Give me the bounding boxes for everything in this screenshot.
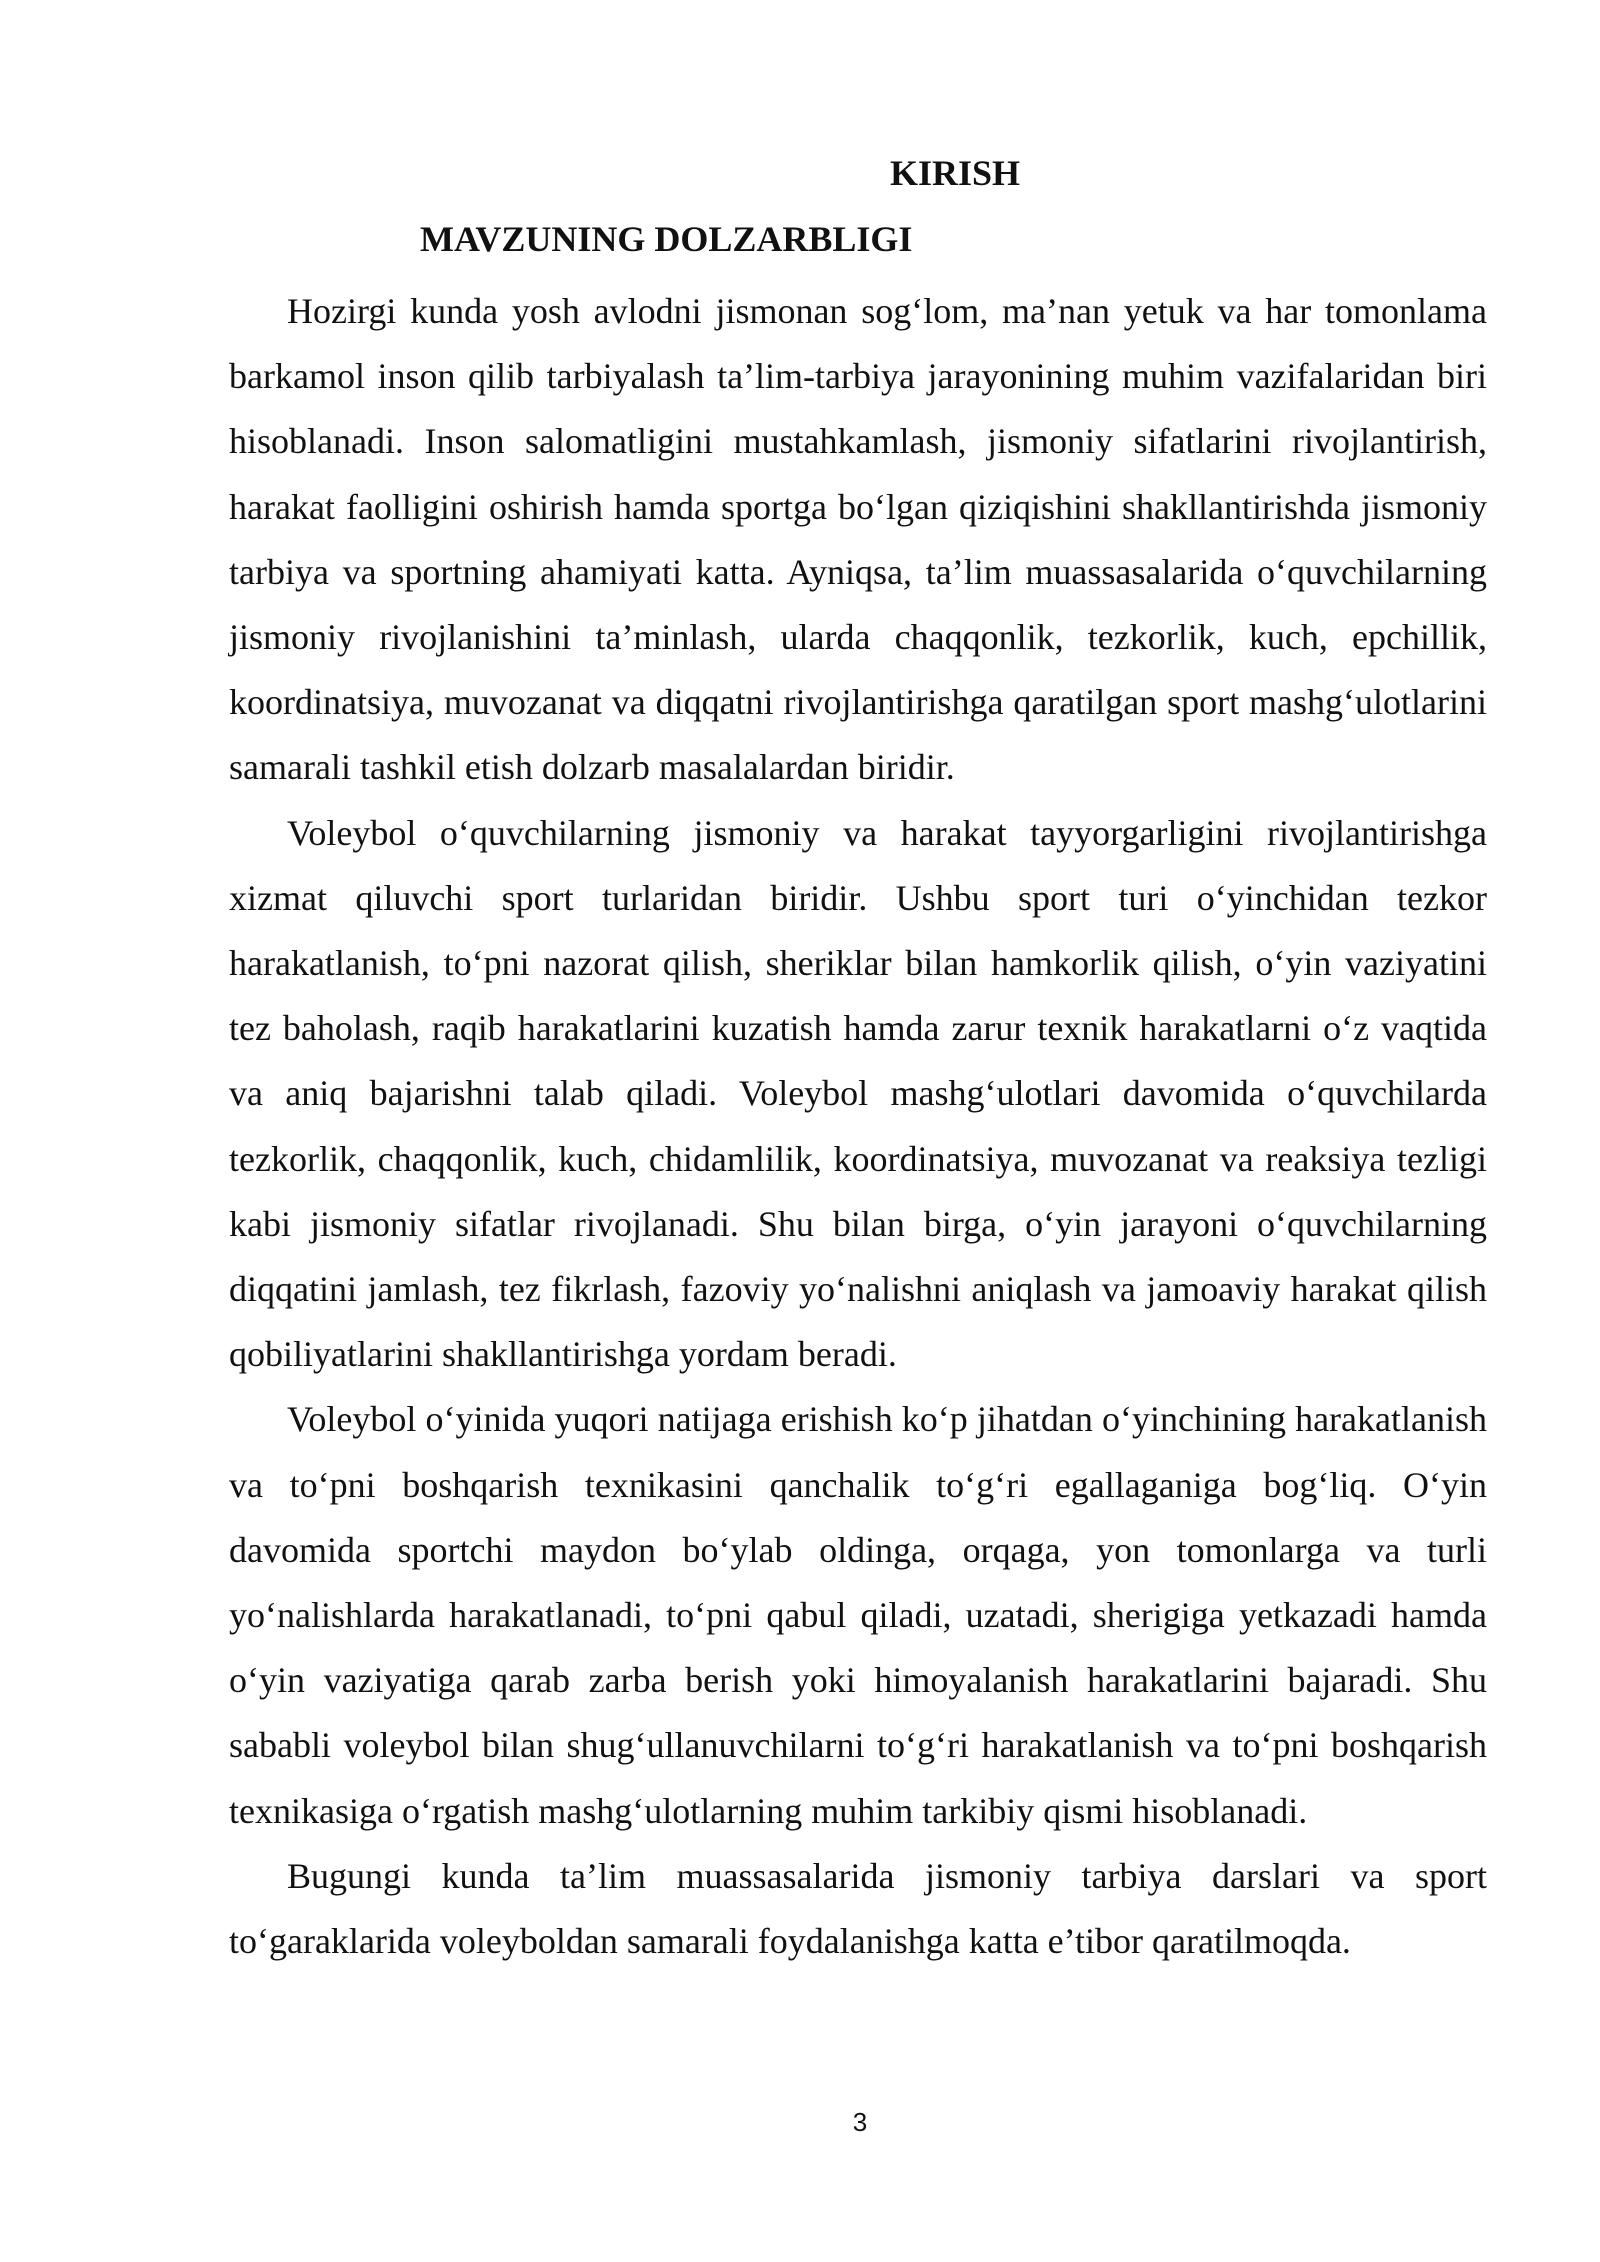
paragraph-4: Bugungi kunda ta’lim muassasalarida jismoniy tarbiya darslari va sport to‘garaklarida voleyboldan samarali foydalanishga katta e’tibor qaratilmoqda. (229, 1855, 1487, 1962)
paragraph-3: Voleybol o‘yinida yuqori natijaga erishish ko‘p jihatdan o‘yinchining harakatlanish va to‘pni boshqarish texnikasini qanchalik to‘g‘ri egallaganiga bog‘liq. O‘yin davomida sportchi maydon bo‘ylab oldinga, orqaga, yon tomonlarga va turli yo‘nalishlarda harakatlanadi, to‘pni qabul qiladi, uzatadi, sherigiga yetkazadi hamda o‘yin vaziyatiga qarab zarba berish yoki himoyalanish harakatlarini bajaradi. Shu sababli voleybol bilan shug‘ullanuvchilarni to‘g‘ri harakatlanish va to‘pni boshqarish texnikasiga o‘rgatish mashg‘ulotlarning muhim tarkibiy qismi hisoblanadi. (229, 1399, 1487, 1831)
page-number: 3 (852, 2107, 868, 2137)
paragraph-2: Voleybol o‘quvchilarning jismoniy va harakat tayyorgarligini rivojlantirishga xizmat qiluvchi sport turlaridan biridir. Ushbu sport turi o‘yinchidan tezkor harakatlanish, to‘pni nazorat qilish, sheriklar bilan hamkorlik qilish, o‘yin vaziyatini tez baholash, raqib harakatlarini kuzatish hamda zarur texnik harakatlarni o‘z vaqtida va aniq bajarishni talab qiladi. Voleybol mashg‘ulotlari davomida o‘quvchilarda tezkorlik, chaqqonlik, kuch, chidamlilik, koordinatsiya, muvozanat va reaksiya tezligi kabi jismoniy sifatlar rivojlanadi. Shu bilan birga, o‘yin jarayoni o‘quvchilarning diqqatini jamlash, tez fikrlash, fazoviy yo‘nalishni aniqlash va jamoaviy harakat qilish qobiliyatlarini shakllantirishga yordam beradi. (229, 812, 1487, 1375)
page-title: KIRISH (889, 153, 1021, 193)
body-text (229, 279, 1487, 1974)
paragraph-1: Hozirgi kunda yosh avlodni jismonan sog‘lom, ma’nan yetuk va har tomonlama barkamol inson qilib tarbiyalash ta’lim-tarbiya jarayonining muhim vazifalaridan biri hisoblanadi. Inson salomatligini mustahkamlash, jismoniy sifatlarini rivojlantirish, harakat faolligini oshirish hamda sportga bo‘lgan qiziqishini shakllantirishda jismoniy tarbiya va sportning ahamiyati katta. Ayniqsa, ta’lim muassasalarida o‘quvchilarning jismoniy rivojlanishini ta’minlash, ularda chaqqonlik, tezkorlik, kuch, epchillik, koordinatsiya, muvozanat va diqqatni rivojlantirishga qaratilgan sport mashg‘ulotlarini samarali tashkil etish dolzarb masalalardan biridir. (229, 291, 1487, 788)
section-subtitle: MAVZUNING DOLZARBLIGI (420, 219, 913, 259)
